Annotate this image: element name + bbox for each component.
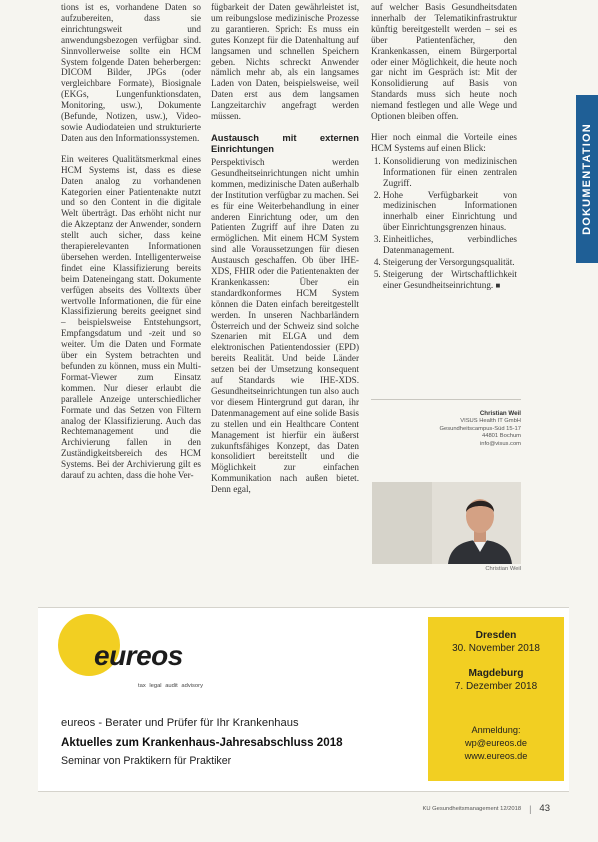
event-date: 30. November 2018 bbox=[452, 643, 540, 654]
benefits-list bbox=[371, 156, 517, 292]
author-email[interactable]: info@visus.com bbox=[480, 441, 521, 448]
article-column-2 bbox=[211, 2, 359, 505]
end-mark-icon: ■ bbox=[495, 280, 501, 290]
list-item bbox=[383, 269, 517, 292]
magazine-name: KU Gesundheitsmanagement 12/2018 bbox=[422, 805, 522, 812]
list-item-text: Steigerung der Wirtschaftlichkeit einer Gesundheitseinrichtung. bbox=[383, 268, 517, 290]
page-footer bbox=[350, 803, 550, 814]
section-tab-label: DOKUMENTATION bbox=[581, 123, 593, 235]
ad-subtitle: Seminar von Praktikern für Praktiker bbox=[61, 755, 232, 767]
paragraph: auf welcher Basis Gesundheitsdaten innerhalb der Telematikinfrastruktur künftig bereitgestellt werden – sei es über Patientenfächer, den Krankenkassen, einem Bürgerportal oder einer Möglichkeit, die heute noch gar nicht im Gespräch ist: Mit der Konsolidierung auf Basis von Standards muss sich heute noch niemand festlegen und alle Wege und Optionen bleiben offen. bbox=[371, 2, 517, 122]
website-link[interactable]: www.eureos.de bbox=[464, 751, 528, 761]
paragraph: fügbarkeit der Daten gewährleistet ist, um reibungslose medizinische Prozesse zu garantieren. Sprich: Es muss ein gutes Konzept für die Datenhaltung auf langsamen und schnellen Speichern geben. Nichts schreckt Anwender nämlich mehr ab, als ein langsames Laden von Daten, beispielsweise, weil Daten erst aus dem langsamen Langzeitarchiv angefragt werden müssen. bbox=[211, 2, 359, 122]
list-item: 1. Konsolidierung von medizinischen Informationen für einen zentralen Zugriff. bbox=[383, 156, 517, 189]
register-label: Anmeldung: bbox=[471, 725, 521, 735]
author-box bbox=[371, 410, 521, 449]
logo-tagline: tax legal audit advisory bbox=[138, 683, 203, 689]
section-tab bbox=[576, 95, 598, 263]
event-date: 7. Dezember 2018 bbox=[454, 681, 538, 692]
author-photo bbox=[372, 482, 521, 564]
section-heading: Austausch mit externen Einrichtungen bbox=[211, 131, 359, 154]
author-address: Gesundheitscampus-Süd 15-17 bbox=[439, 425, 521, 432]
author-company: VISUS Health IT GmbH bbox=[460, 417, 521, 424]
paragraph: Perspektivisch werden Gesundheitseinrichtungen nicht umhin kommen, medizinische Daten außerhalb der Institution verfügbar zu machen. Sei es für eine Weiterbehandlung in einer anderen Einrichtung oder, um den Patienten Zugriff auf ihre Daten zu ermöglichen. Mit einem HCM System sind alle Voraussetzungen für diesen Austausch geschaffen. Ob über IHE-XDS, FHIR oder die Patientenakten der Krankenkassen: Über ein standardkonformes HCM System können die Daten einfach bereitgestellt werden. In unseren Nachbarländern Österreich und der Schweiz sind solche Szenarien mit ELGA und dem elektronischen Patientendossier (EPD) bereits Realität. Und beide Länder setzen bei der Umsetzung konsequent auf Standards wie IHE-XDS. Gesundheitseinrichtungen tun also auch vor diesem Hintergrund gut daran, ihr Datenmanagement auf eine solide Basis zu stellen und ein Healthcare Content Management ist hierfür ein äußerst zukunftsfähiges Konzept, das Daten konsolidiert bereitstellt und die Möglichkeit zur einfachen Kommunikation nach außen bietet. Denn egal, bbox=[211, 156, 359, 495]
list-item: 3. Einheitliches, verbindliches Datenmanagement. bbox=[383, 234, 517, 256]
article-column-3 bbox=[371, 2, 517, 293]
eureos-logo: eureos bbox=[94, 640, 183, 671]
list-item: 4. Steigerung der Versorgungsqualität. bbox=[383, 257, 517, 268]
ad-title: Aktuelles zum Krankenhaus-Jahresabschluss 2018 bbox=[61, 736, 343, 749]
portrait-icon bbox=[372, 482, 521, 564]
author-city: 44801 Bochum bbox=[482, 433, 521, 440]
paragraph: tions ist es, vorhandene Daten so aufzubereiten, dass sie einrichtungsweit und anwendungsbezogen verfügbar sind. Sinnvollerweise sollte ein HCM System folgende Daten beherbergen: DICOM Bilder, JPGs (oder vergleichbare Formate), Biosignale (EKGs, Lungenfunktionsdaten, Monitoring, usw.), Dokumente (Befunde, Notizen, usw.), Video- sowie Audiodateien und strukturierte Daten aus den Informationssystemen. bbox=[61, 2, 201, 143]
paragraph: Ein weiteres Qualitätsmerkmal eines HCM Systems ist, dass es diese Daten analog zu vorhandenen Kategorien einer Patientenakte nutzt und so den Content in die digitale Welt überträgt. Das erhöht nicht nur die Akzeptanz der Anwender, sondern stellt auch sicher, dass keine therapierelevanten Informationen übersehen werden. Intelligenterweise findet eine Klassifizierung bereits beim Dateneingang statt. Dokumente verfügen abseits des Volltexts über wertvolle Informationen, die für eine Klassifizierung bereits geeignet sind – beispielsweise Entstehungsort, Empfangsdatum und -zeit und so weiter. Um die Daten und Formate über ein System betrachten und befunden zu können, muss ein Multi-Format-Viewer zum Einsatz kommen. Nur dieser erlaubt die parallele Anzeige unterschiedlicher Formate und das Setzen von Filtern analog der Klassifizierung. Auch das Rechtemanagement und die Archivierung fallen in den Zuständigkeitsbereich des HCM Systems. Bei der Archivierung gilt es darauf zu achten, dass die hohe Ver- bbox=[61, 153, 201, 481]
ad-headline: eureos - Berater und Prüfer für Ihr Krankenhaus bbox=[61, 717, 299, 729]
event-city: Dresden bbox=[475, 630, 517, 641]
page-number: 43 bbox=[539, 803, 550, 814]
advertisement[interactable] bbox=[38, 607, 569, 792]
article-column-1 bbox=[61, 2, 201, 491]
event-city: Magdeburg bbox=[468, 668, 524, 679]
divider bbox=[371, 399, 521, 400]
photo-caption: Christian Weil bbox=[485, 566, 521, 572]
register-email[interactable]: wp@eureos.de bbox=[465, 738, 527, 748]
list-item: 2. Hohe Verfügbarkeit von medizinischen Informationen innerhalb einer Einrichtung und über Einrichtungsgrenzen hinaus. bbox=[383, 190, 517, 234]
author-name: Christian Weil bbox=[479, 410, 521, 417]
paragraph: Hier noch einmal die Vorteile eines HCM Systems auf einen Blick: bbox=[371, 131, 517, 153]
footer-separator: | bbox=[529, 803, 532, 814]
